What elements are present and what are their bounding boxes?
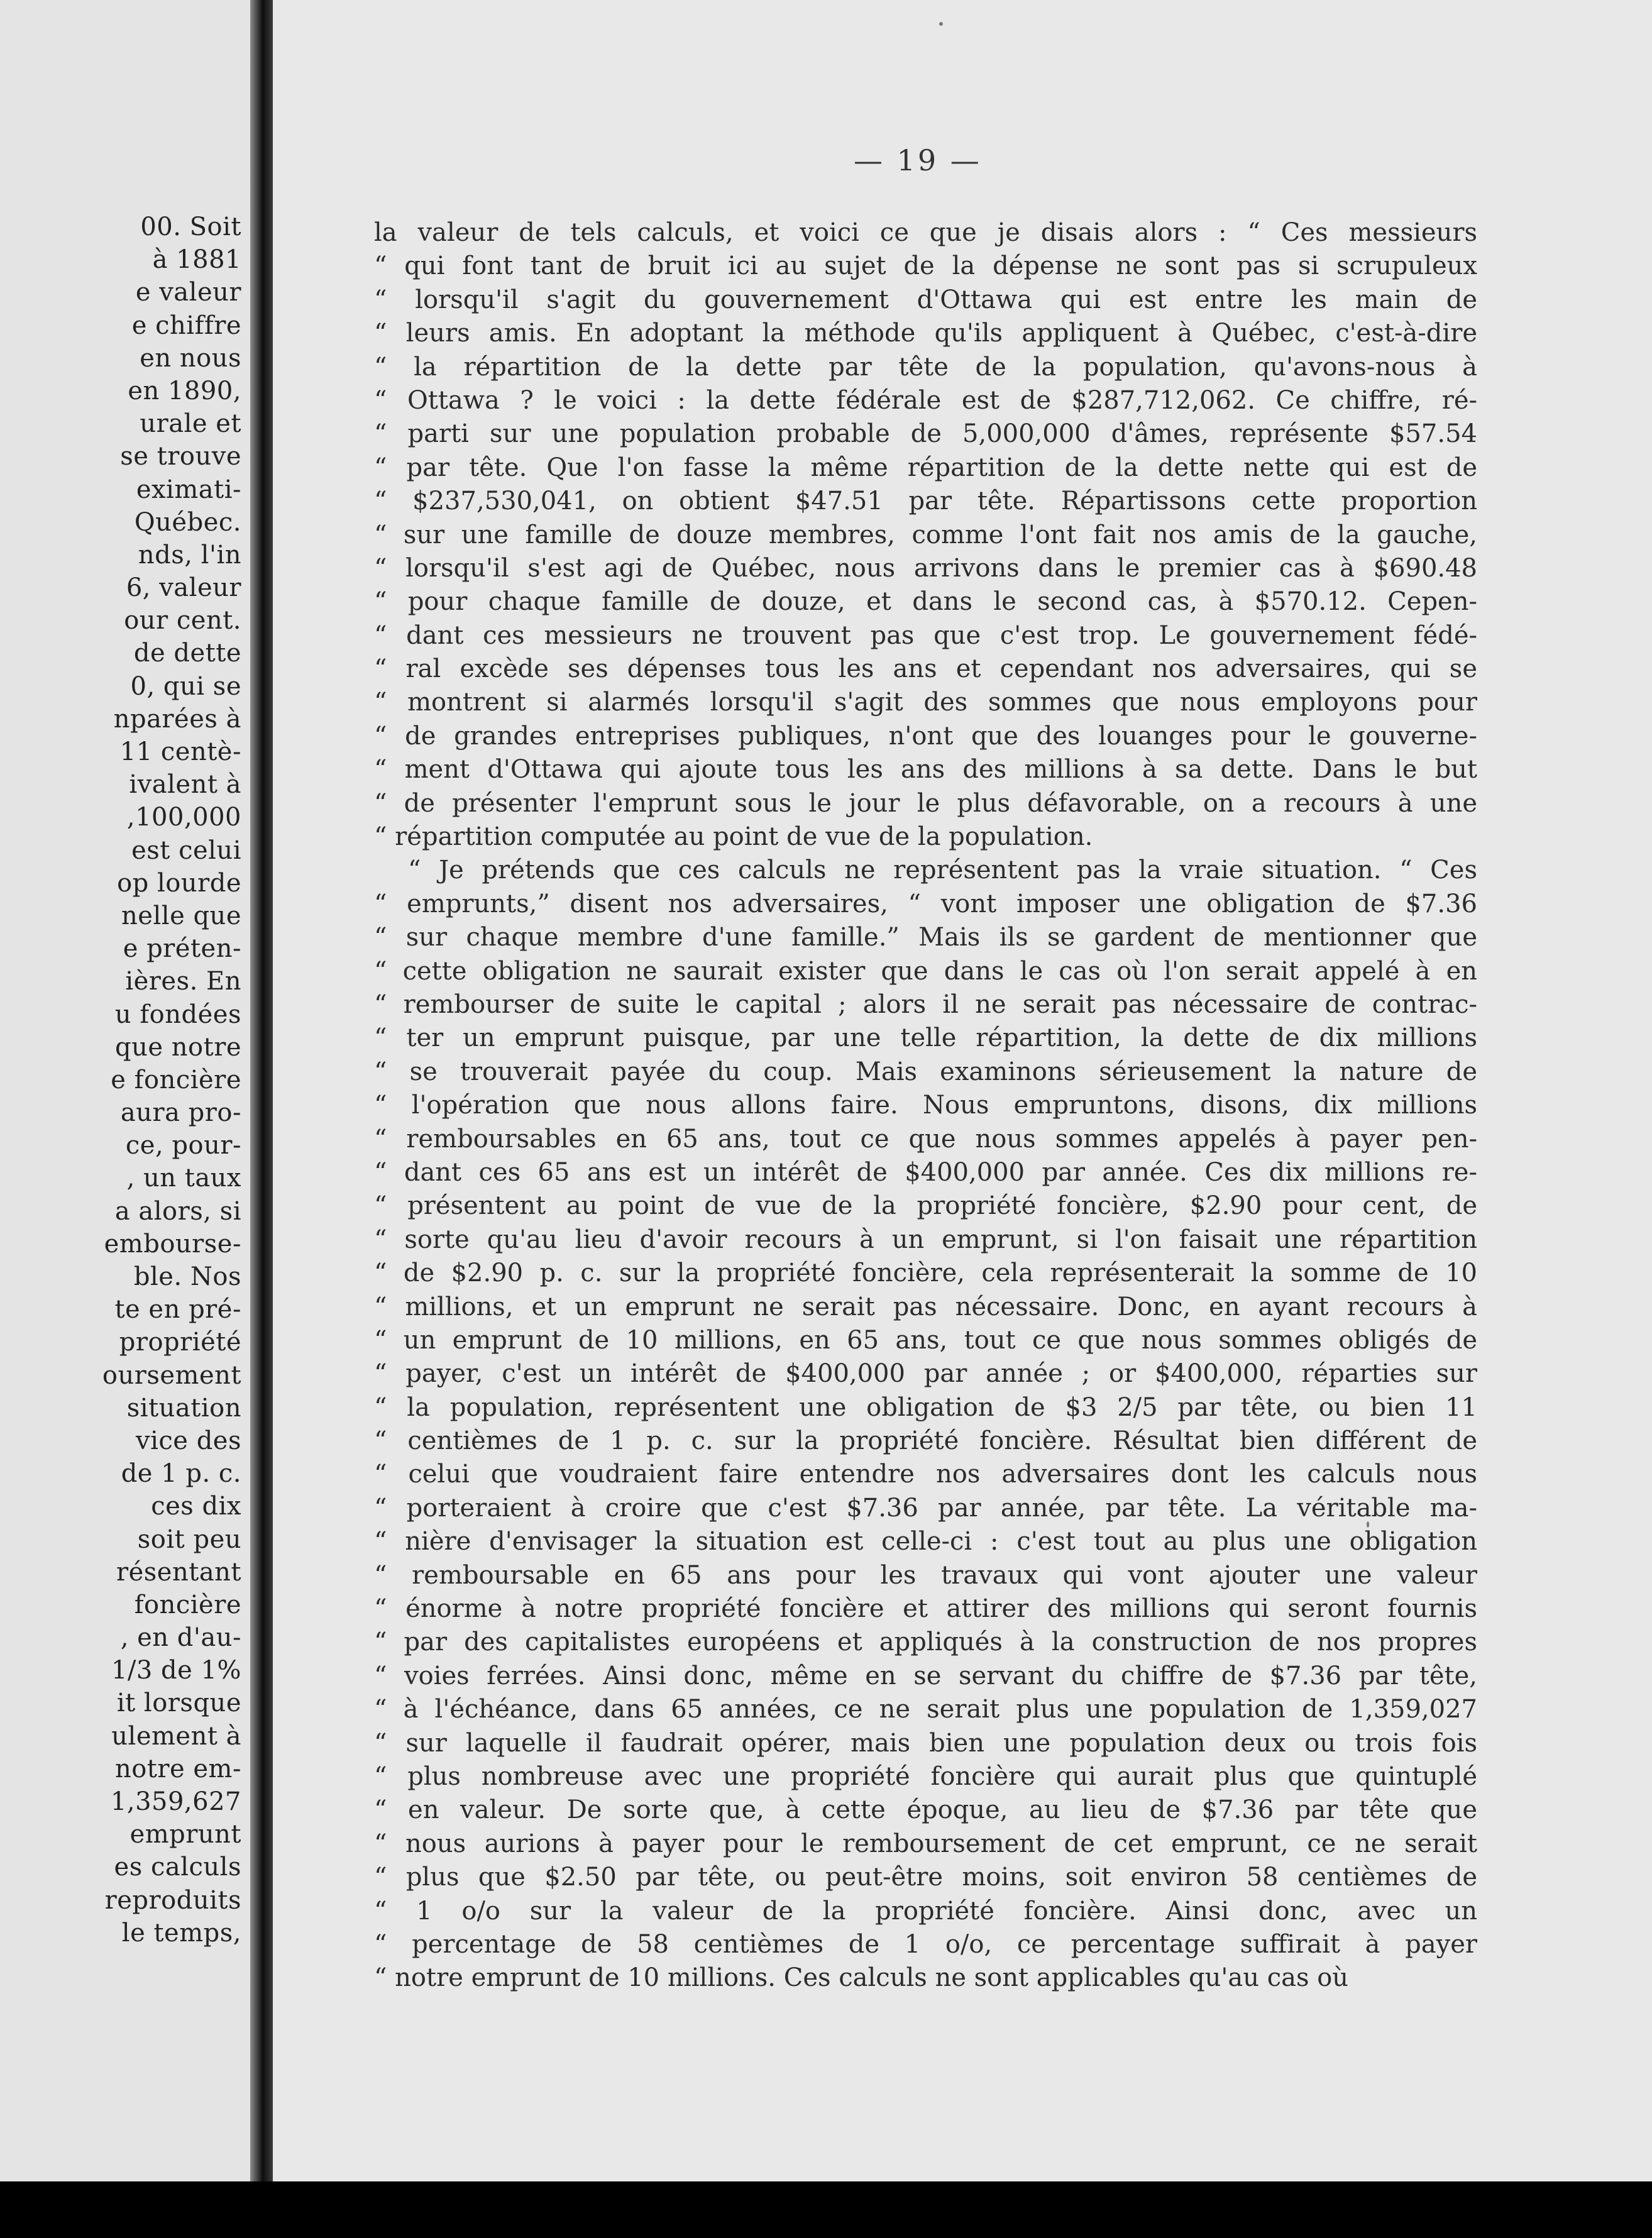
left-page-line: es calculs [114,1853,241,1882]
body-text-line: “ celui que voudraient faire entendre nos adversaires dont les calculs nous [374,1460,1477,1489]
body-text-line: “ 1 o/o sur la valeur de la propriété foncière. Ainsi donc, avec un [374,1896,1477,1926]
left-page [0,0,250,2181]
body-text-line: “ nière d'envisager la situation est celle-ci : c'est tout au plus une obligation [374,1527,1477,1557]
body-text-line: “ sur une famille de douze membres, comme l'ont fait nos amis de la gauche, [374,520,1477,549]
scan-border [0,2181,1652,2238]
left-page-line: vice des [136,1426,241,1455]
body-text-line: “ lorsqu'il s'est agi de Québec, nous arrivons dans le premier cas à $690.48 [374,553,1477,583]
body-text-line: “ par tête. Que l'on fasse la même répartition de la dette nette qui est de [374,453,1477,482]
body-text-line: “ par des capitalistes européens et appliqués à la construction de nos propres [374,1628,1477,1657]
body-text-line: “ ral excède ses dépenses tous les ans et cependant nos adversaires, qui se [374,654,1477,684]
left-page-line: urale et [140,409,241,439]
left-page-line: 1/3 de 1% [111,1656,241,1685]
left-page-line: 6, valeur [126,573,241,603]
left-page-line: aura pro- [120,1098,241,1128]
left-page-line: a alors, si [114,1196,241,1226]
page-number: — 19 — [854,143,982,177]
left-page-text [3,211,241,1949]
left-page-line: e foncière [111,1065,241,1094]
speck [939,22,943,26]
left-page-line: emprunt [129,1820,241,1849]
left-page-line: 00. Soit [140,212,241,241]
body-text-line: “ qui font tant de bruit ici au sujet de la dépense ne sont pas si scrupuleux [374,251,1477,281]
body-text-line: “ plus que $2.50 par tête, ou peut-être moins, soit environ 58 centièmes de [374,1863,1477,1892]
left-page-line: que notre [115,1032,241,1062]
left-page-line: ulement à [111,1721,241,1751]
left-page-line: de dette [133,639,241,668]
body-text-line: “ dant ces 65 ans est un intérêt de $400,000 par année. Ces dix millions re- [374,1157,1477,1187]
left-page-line: nds, l'in [138,540,241,570]
left-page-line: ce, pour- [125,1131,241,1160]
left-page-line: , un taux [126,1164,241,1193]
body-text-line: “ cette obligation ne saurait exister que dans le cas où l'on serait appelé à en [374,956,1477,986]
body-text-line: “ percentage de 58 centièmes de 1 o/o, ce percentage suffirait à payer [374,1929,1477,1959]
body-text-line: “ la répartition de la dette par tête de la population, qu'avons-nous à [374,352,1477,382]
left-page-line: Québec. [134,507,241,537]
left-page-line: foncière [134,1590,241,1619]
body-text-line: “ de présenter l'emprunt sous le jour le plus défavorable, on a recours à une [374,788,1477,818]
body-text [374,216,1477,1995]
left-page-line: situation [126,1393,241,1423]
body-text-line: “ sur chaque membre d'une famille.” Mais ils se gardent de mentionner que [374,923,1477,952]
body-text-line: “ la population, représentent une obligation de $3 2/5 par tête, ou bien 11 [374,1392,1477,1422]
body-text-line: “ voies ferrées. Ainsi donc, même en se servant du chiffre de $7.36 par tête, [374,1661,1477,1690]
left-page-line: ces dix [151,1492,241,1521]
left-page-line: se trouve [120,442,241,471]
left-page-line: soit peu [137,1524,241,1554]
left-page-line: e valeur [135,278,241,307]
left-page-line: ble. Nos [133,1262,241,1291]
body-text-line: “ notre emprunt de 10 millions. Ces calculs ne sont applicables qu'au cas où [374,1963,1349,1993]
left-page-line: it lorsque [116,1689,241,1718]
left-page-line: oursement [102,1360,241,1390]
body-text-line: “ montrent si alarmés lorsqu'il s'agit des sommes que nous employons pour [374,688,1477,717]
body-text-line: “ millions, et un emprunt ne serait pas nécessaire. Donc, en ayant recours à [374,1292,1477,1321]
body-text-line: “ nous aurions à payer pour le remboursement de cet emprunt, ce ne serait [374,1829,1477,1858]
left-page-line: résentant [116,1557,241,1587]
left-page-line: u fondées [114,1000,241,1029]
left-page-line: our cent. [124,606,241,636]
body-text-line: “ sorte qu'au lieu d'avoir recours à un emprunt, si l'on faisait une répartition [374,1225,1477,1254]
body-text-line: “ ment d'Ottawa qui ajoute tous les ans des millions à sa dette. Dans le but [374,755,1477,785]
body-text-line: “ se trouverait payée du coup. Mais examinons sérieusement la nature de [374,1057,1477,1086]
left-page-line: de 1 p. c. [121,1459,241,1489]
left-page-line: eximati- [136,475,241,504]
body-text-line: “ pour chaque famille de douze, et dans le second cas, à $570.12. Cepen- [374,587,1477,617]
left-page-line: notre em- [114,1754,241,1783]
body-text-line: “ à l'échéance, dans 65 années, ce ne serait plus une population de 1,359,027 [374,1695,1477,1724]
body-text-line: “ énorme à notre propriété foncière et attirer des millions qui seront fournis [374,1594,1477,1624]
body-text-line: “ leurs amis. En adoptant la méthode qu'ils appliquent à Québec, c'est-à-dire [374,319,1477,348]
left-page-line: 11 centè- [119,737,241,766]
left-page-line: en 1890, [128,376,241,405]
body-text-line: “ l'opération que nous allons faire. Nous empruntons, disons, dix millions [374,1091,1477,1120]
body-text-line: “ plus nombreuse avec une propriété foncière qui aurait plus que quintuplé [374,1761,1477,1791]
body-text-line: “ sur laquelle il faudrait opérer, mais bien une population deux ou trois fois [374,1728,1477,1758]
body-text-line: “ $237,530,041, on obtient $47.51 par tête. Répartissons cette proportion [374,487,1477,516]
body-text-line: la valeur de tels calculs, et voici ce que je disais alors : “ Ces messieurs [374,218,1477,247]
left-page-line: e chiffre [131,311,241,340]
left-page-line: le temps, [121,1918,241,1948]
left-page-line: te en pré- [114,1295,241,1325]
body-text-line: “ porteraient à croire que c'est $7.36 par année, par tête. La véritable ma- [374,1493,1477,1523]
body-text-line: “ lorsqu'il s'agit du gouvernement d'Ottawa qui est entre les main de [374,285,1477,314]
body-text-line: “ remboursables en 65 ans, tout ce que nous sommes appelés à payer pen- [374,1124,1477,1154]
body-text-line: “ emprunts,” disent nos adversaires, “ vont imposer une obligation de $7.36 [374,889,1477,918]
body-text-line: “ en valeur. De sorte que, à cette époque, au lieu de $7.36 par tête que [374,1795,1477,1825]
body-text-line: “ de $2.90 p. c. sur la propriété foncière, cela représenterait la somme de 10 [374,1259,1477,1288]
body-text-line: “ remboursable en 65 ans pour les travaux qui vont ajouter une valeur [374,1560,1477,1590]
body-text-line: “ parti sur une population probable de 5,000,000 d'âmes, représente $57.54 [374,419,1477,449]
left-page-line: reproduits [104,1885,241,1915]
left-page-line: à 1881 [152,245,241,275]
body-text-line: “ centièmes de 1 p. c. sur la propriété foncière. Résultat bien différent de [374,1426,1477,1456]
left-page-line: , en d'au- [120,1623,241,1653]
left-page-line: 1,359,627 [110,1787,241,1816]
body-text-line: “ présentent au point de vue de la propriété foncière, $2.90 pour cent, de [374,1191,1477,1221]
left-page-line: ivalent à [129,770,241,800]
left-page-line: 0, qui se [130,671,241,701]
body-text-line: “ dant ces messieurs ne trouvent pas que c'est trop. Le gouvernement fédé- [374,620,1477,650]
body-text-line: “ Ottawa ? le voici : la dette fédérale est de $287,712,062. Ce chiffre, ré- [374,385,1477,415]
left-page-line: nelle que [121,901,241,930]
body-text-line: “ Je prétends que ces calculs ne représentent pas la vraie situation. “ Ces [408,856,1477,885]
left-page-line: nparées à [113,704,241,734]
body-text-line: “ un emprunt de 10 millions, en 65 ans, tout ce que nous sommes obligés de [374,1325,1477,1355]
body-text-line: “ payer, c'est un intérêt de $400,000 par année ; or $400,000, réparties sur [374,1359,1477,1389]
left-page-line: propriété [119,1328,241,1357]
body-text-line: “ rembourser de suite le capital ; alors il ne serait pas nécessaire de contrac- [374,989,1477,1019]
left-page-line: e préten- [123,934,241,964]
body-text-line: “ de grandes entreprises publiques, n'ont que des louanges pour le gouverne- [374,721,1477,751]
left-page-line: embourse- [104,1229,241,1259]
body-text-line: “ ter un emprunt puisque, par une telle répartition, la dette de dix millions [374,1023,1477,1053]
left-page-line: ières. En [125,967,241,996]
book-gutter [250,0,273,2181]
left-page-line: ,100,000 [126,803,241,832]
left-page-line: est celui [131,835,241,865]
left-page-line: en nous [140,343,241,373]
left-page-line: op lourde [117,868,241,898]
body-text-line: “ répartition computée au point de vue de la population. [374,822,1093,852]
